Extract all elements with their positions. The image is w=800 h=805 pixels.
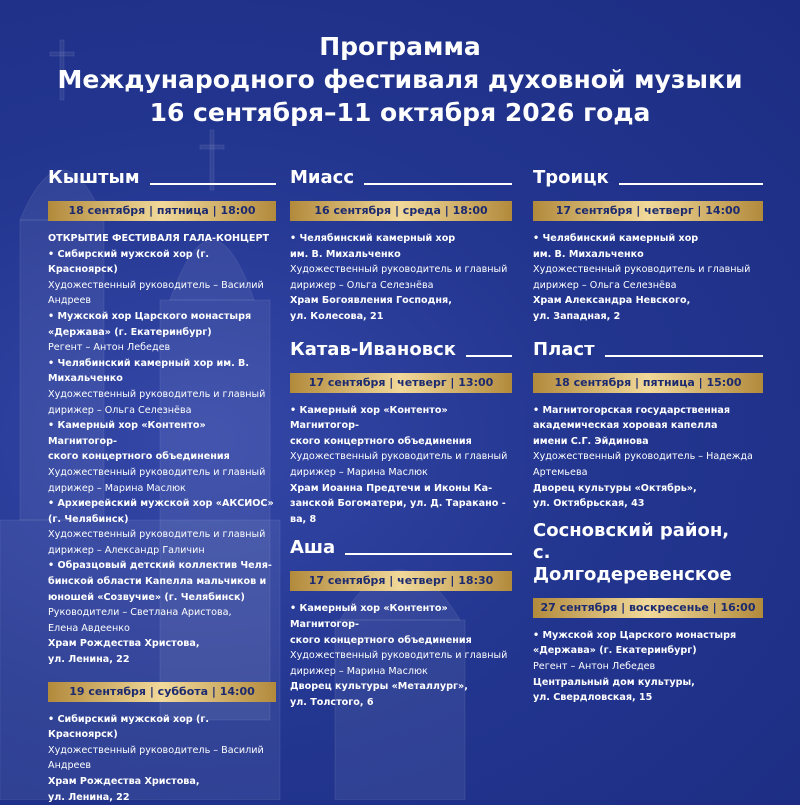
heading-rule xyxy=(150,183,276,185)
performer: имени С.Г. Эйдинова xyxy=(533,435,649,447)
heading-rule xyxy=(345,553,512,555)
director: Художественный руководитель и главный xyxy=(533,264,751,276)
date-badge: 18 сентября | пятница | 15:00 xyxy=(533,373,763,393)
date-badge: 17 сентября | четверг | 14:00 xyxy=(533,201,763,221)
performer: • Камерный хор «Контенто» Магнитогор- xyxy=(290,404,448,432)
director: Руководители – Светлана Аристова, xyxy=(48,607,232,619)
venue: Дворец культуры «Металлург», xyxy=(290,681,468,693)
date-badge: 27 сентября | воскресенье | 16:00 xyxy=(533,598,763,618)
performer: академическая хоровая капелла xyxy=(533,420,718,432)
city-name-2: с. Долгодеревенское xyxy=(533,541,732,585)
heading-rule xyxy=(466,355,512,357)
event-entry xyxy=(533,403,763,512)
venue-address: ва, 8 xyxy=(290,513,317,525)
performer: ского концертного объединения xyxy=(290,634,472,646)
heading-rule xyxy=(619,183,763,185)
event-entry xyxy=(290,601,512,710)
director: дирижер – Марина Маслюк xyxy=(48,482,186,494)
director: Андреев xyxy=(48,760,92,772)
venue-address: ул. Свердловская, 15 xyxy=(533,692,653,704)
city-heading-katav xyxy=(290,337,512,361)
city-name: Миасс xyxy=(290,167,355,188)
event-entry xyxy=(48,712,276,805)
column-middle xyxy=(290,165,512,710)
performer: бинской области Капелла мальчиков и xyxy=(48,576,267,588)
date-badge: 18 сентября | пятница | 18:00 xyxy=(48,201,276,221)
event-entry xyxy=(533,231,763,325)
performer: «Держава» (г. Екатеринбург) xyxy=(48,326,212,338)
performer: • Челябинский камерный хор xyxy=(533,233,699,244)
performer: • Камерный хор «Контенто» Магнитогор- xyxy=(290,603,448,630)
performer: • Образцовый детский коллектив Челя- xyxy=(48,560,272,572)
venue: Центральный дом культуры, xyxy=(533,676,695,688)
title-line-2: Международного фестиваля духовной музыки xyxy=(57,65,743,94)
venue: занской Богоматери, ул. Д. Таракано - xyxy=(290,498,506,510)
venue: Храм Рождества Христова, xyxy=(48,776,200,787)
city-name: Катав-Ивановск xyxy=(290,338,456,360)
event-entry xyxy=(290,403,512,528)
venue: Храм Иоанна Предтечи и Иконы Ка- xyxy=(290,482,493,494)
performer: им. В. Михальченко xyxy=(290,248,401,260)
venue: Храм Александра Невского, xyxy=(533,295,691,307)
performer: • Челябинский камерный хор xyxy=(290,233,456,244)
director: дирижер – Ольга Селезнёва xyxy=(290,279,434,291)
director: Художественный руководитель и главный xyxy=(290,650,508,662)
director: Художественный руководитель – Василий xyxy=(48,744,264,756)
performer: • Сибирский мужской хор (г. Красноярск) xyxy=(48,713,210,741)
city-heading-plast xyxy=(533,337,763,361)
city-heading-kyshtym xyxy=(48,165,276,189)
director: Андреев xyxy=(48,295,92,307)
date-badge: 19 сентября | суббота | 14:00 xyxy=(48,682,276,702)
date-badge: 17 сентября | четверг | 13:00 xyxy=(290,373,512,393)
director: Елена Авдеенко xyxy=(48,622,130,634)
city-name: Кыштым xyxy=(48,167,140,188)
director: Художественный руководитель и главный xyxy=(290,451,508,463)
director: Художественный руководитель и главный xyxy=(290,264,508,276)
venue-address: ул. Колесова, 21 xyxy=(290,310,384,322)
director: Артемьева xyxy=(533,466,588,478)
date-badge: 17 сентября | четверг | 18:30 xyxy=(290,571,512,591)
performer: им. В. Михальченко xyxy=(533,248,644,260)
heading-rule xyxy=(605,355,764,357)
event-entry xyxy=(48,231,276,668)
performer: • Архиерейский мужской хор «АКСИОС» xyxy=(48,498,274,510)
performer: • Сибирский мужской хор (г. Красноярск) xyxy=(48,248,210,276)
title-line-3: 16 сентября–11 октября 2026 года xyxy=(149,98,651,127)
event-opening: ОТКРЫТИЕ ФЕСТИВАЛЯ ГАЛА-КОНЦЕРТ xyxy=(48,233,270,244)
performer: • Челябинский камерный хор им. В. xyxy=(48,357,250,369)
page-header xyxy=(0,30,800,129)
venue-address: ул. Ленина, 22 xyxy=(48,791,130,803)
city-name: Аша xyxy=(290,537,336,559)
performer: • Магнитогорская государственная xyxy=(533,404,730,416)
title-line-1: Программа xyxy=(319,32,481,61)
venue-address: ул. Ленина, 22 xyxy=(48,654,130,666)
performer: ского концертного объединения xyxy=(290,435,472,447)
director: дирижер – Ольга Селезнёва xyxy=(48,404,192,416)
event-entry xyxy=(533,628,763,706)
city-heading-asha xyxy=(290,535,512,559)
city-name: Троицк xyxy=(533,167,609,188)
column-right xyxy=(533,165,763,706)
city-heading-miass xyxy=(290,165,512,189)
heading-rule xyxy=(364,183,512,185)
performer: юношей «Созвучие» (г. Челябинск) xyxy=(48,591,245,603)
performer: • Мужской хор Царского монастыря xyxy=(48,310,252,322)
date-badge: 16 сентября | среда | 18:00 xyxy=(290,201,512,221)
city-name: Пласт xyxy=(533,338,595,360)
performer: Михальченко xyxy=(48,373,123,385)
venue: Дворец культуры «Октябрь», xyxy=(533,482,697,494)
director: дирижер – Ольга Селезнёва xyxy=(533,279,677,291)
city-heading-troitsk xyxy=(533,165,763,189)
director: Регент – Антон Лебедев xyxy=(533,660,656,672)
venue: Храм Богоявления Господня, xyxy=(290,295,452,307)
director: дирижер – Марина Маслюк xyxy=(290,665,428,677)
director: Регент – Антон Лебедев xyxy=(48,342,171,354)
venue-address: ул. Толстого, 6 xyxy=(290,696,374,708)
director: Художественный руководитель – Василий xyxy=(48,279,264,291)
director: дирижер – Марина Маслюк xyxy=(290,466,428,478)
column-kyshtym xyxy=(48,165,276,805)
performer: • Мужской хор Царского монастыря xyxy=(533,629,737,641)
venue-address: ул. Октябрьская, 43 xyxy=(533,498,645,510)
city-heading-sosnovsky xyxy=(533,520,763,586)
venue-address: ул. Западная, 2 xyxy=(533,310,621,322)
director: Художественный руководитель и главный xyxy=(48,388,266,400)
performer: • Камерный хор «Контенто» Магнитогор- xyxy=(48,420,206,447)
venue: Храм Рождества Христова, xyxy=(48,638,200,650)
performer: «Держава» (г. Екатеринбург) xyxy=(533,645,697,657)
director: дирижер – Александр Галичин xyxy=(48,544,205,556)
city-name: Сосновский район, xyxy=(533,519,730,541)
director: Художественный руководитель и главный xyxy=(48,529,266,541)
director: Художественный руководитель и главный xyxy=(48,466,266,478)
performer: (г. Челябинск) xyxy=(48,513,129,525)
performer: ского концертного объединения xyxy=(48,451,230,463)
director: Художественный руководитель – Надежда xyxy=(533,451,753,463)
event-entry xyxy=(290,231,512,325)
